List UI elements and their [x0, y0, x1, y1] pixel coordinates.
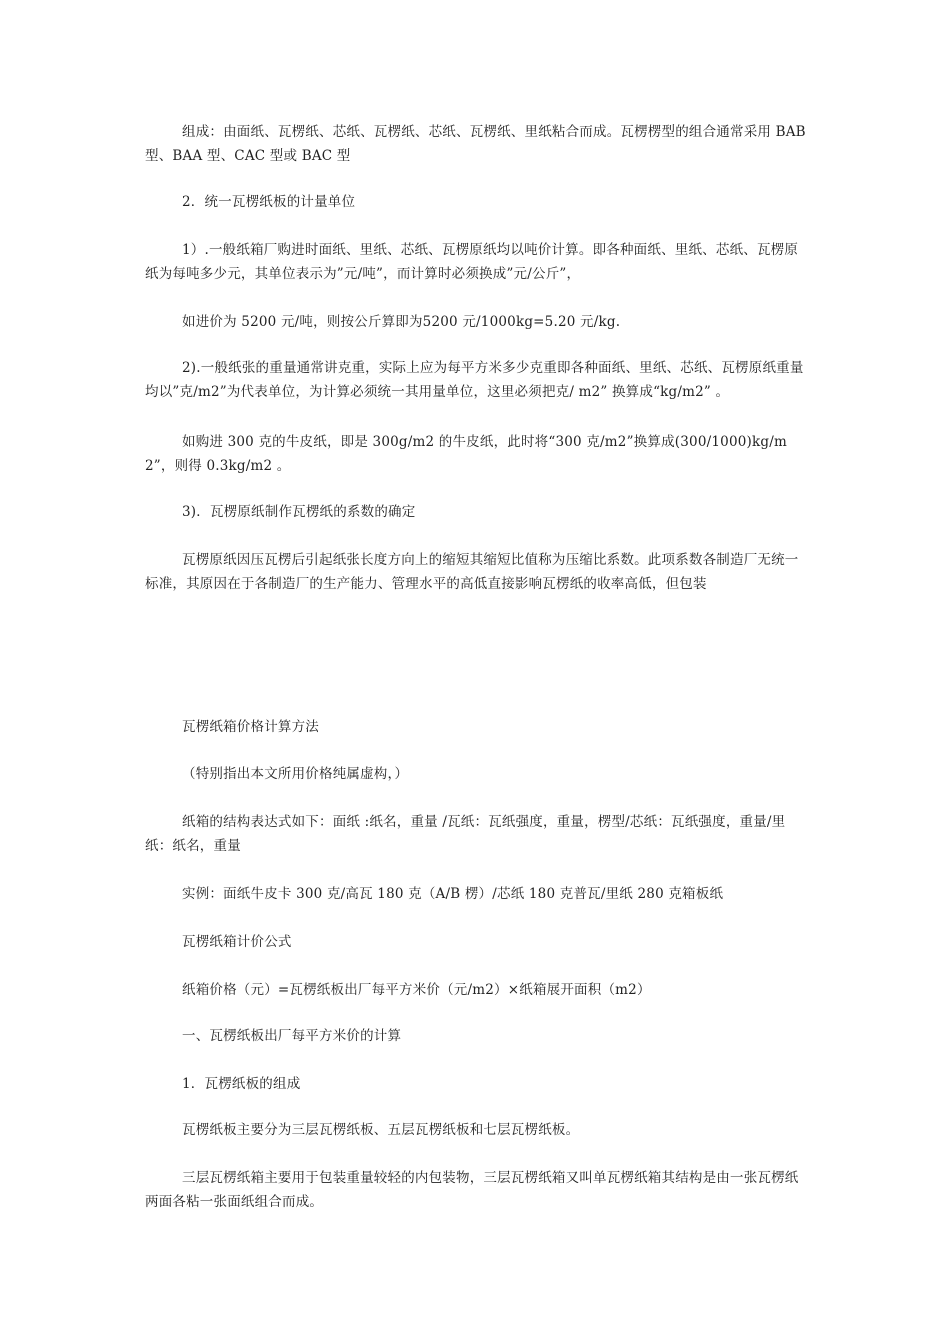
paragraph-ton-price: 1）.一般纸箱厂购进时面纸、里纸、芯纸、瓦楞原纸均以吨价计算。即各种面纸、里纸、芯纸、瓦楞原纸为每吨多少元，其单位表示为”元/吨”，而计算时必须换成”元/公斤”， — [145, 242, 799, 282]
paragraph-three-layer-box: 三层瓦楞纸箱主要用于包装重量较轻的内包装物，三层瓦楞纸箱又叫单瓦楞纸箱其结构是由一张瓦楞纸两面各粘一张面纸组合而成。 — [145, 1170, 799, 1210]
paragraph-composition: 组成：由面纸、瓦楞纸、芯纸、瓦楞纸、芯纸、瓦楞纸、里纸粘合而成。瓦楞楞型的组合通常采用 BAB 型、BAA 型、CAC 型或 BAC 型 — [145, 124, 806, 164]
paragraph-heading-unify-units: 2．统一瓦楞纸板的计量单位 — [182, 194, 356, 210]
paragraph-compression-ratio: 瓦楞原纸因压瓦楞后引起纸张长度方向上的缩短其缩短比值称为压缩比系数。此项系数各制造厂无统一标准，其原因在于各制造厂的生产能力、管理水平的高低直接影响瓦楞纸的收率高低，但包装 — [145, 552, 799, 592]
paragraph-kraft-example: 如购进 300 克的牛皮纸，即是 300g/m2 的牛皮纸，此时将“300 克/m2”换算成(300/1000)kg/m2”，则得 0.3kg/m2 。 — [145, 434, 787, 474]
paragraph-price-example: 如进价为 5200 元/吨，则按公斤算即为5200 元/1000kg=5.20 元/kg. — [182, 314, 621, 330]
paragraph-disclaimer: （特别指出本文所用价格纯属虚构，） — [182, 766, 409, 782]
paragraph-heading-formula: 瓦楞纸箱计价公式 — [182, 934, 292, 950]
paragraph-heading-board-composition: 1．瓦楞纸板的组成 — [182, 1076, 301, 1092]
paragraph-structure-expression: 纸箱的结构表达式如下：面纸 :纸名，重量 /瓦纸：瓦纸强度，重量，楞型/芯纸：瓦纸强度，重量/里纸：纸名，重量 — [145, 814, 786, 854]
paragraph-board-types: 瓦楞纸板主要分为三层瓦楞纸板、五层瓦楞纸板和七层瓦楞纸板。 — [182, 1122, 580, 1138]
paragraph-heading-section-one: 一、瓦楞纸板出厂每平方米价的计算 — [182, 1028, 402, 1044]
paragraph-heading-coefficient: 3)．瓦楞原纸制作瓦楞纸的系数的确定 — [182, 504, 416, 520]
paragraph-paper-weight: 2).一般纸张的重量通常讲克重，实际上应为每平方米多少克重即各种面纸、里纸、芯纸、瓦楞原纸重量均以”克/m2”为代表单位，为计算必须统一其用量单位，这里必须把克/ m2” 换算成“kg/m2” 。 — [145, 360, 804, 400]
paragraph-structure-example: 实例：面纸牛皮卡 300 克/高瓦 180 克（A/B 楞）/芯纸 180 克普瓦/里纸 280 克箱板纸 — [182, 886, 724, 902]
paragraph-title-price-method: 瓦楞纸箱价格计算方法 — [182, 719, 319, 735]
paragraph-price-formula: 纸箱价格（元）=瓦楞纸板出厂每平方米价（元/m2）×纸箱展开面积（m2） — [182, 982, 651, 998]
